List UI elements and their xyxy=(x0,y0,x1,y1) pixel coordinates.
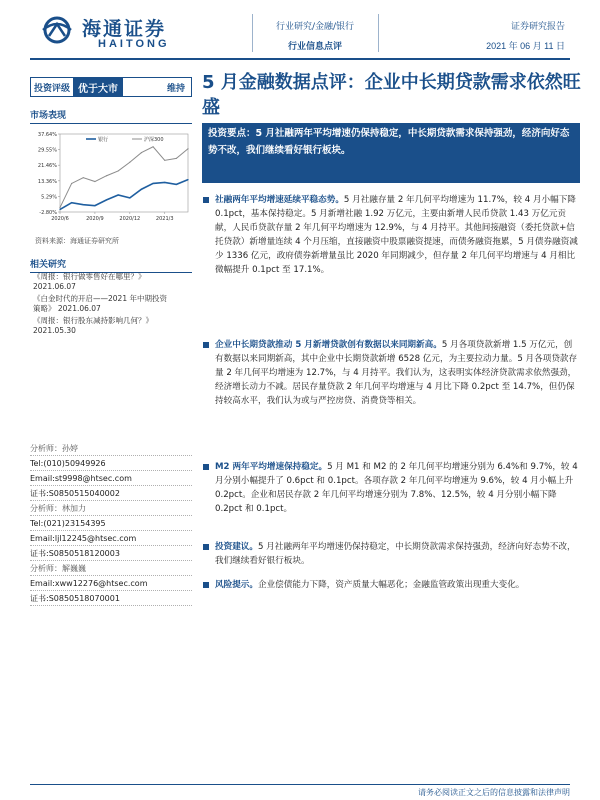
data-point xyxy=(71,183,72,184)
bullet-text: 5 月 M1 和 M2 的 2 年几何平均增速分别为 6.4%和 9.7%，较 4 月分别小幅提升了 0.6pct 和 0.1pct。各项存款 2 年几何平均增速为 9.6%，较 4 月小幅上升 0.2pct。企业和居民存款 2 年几何平均增速分别为 7.8%、12.5%，较 4 月分别小幅下降 0.2pct 和 0.1pct。 xyxy=(215,462,578,514)
y-tick-label: 37.64% xyxy=(37,132,57,138)
header-divider xyxy=(378,14,379,52)
report-label: 证券研究报告 xyxy=(510,22,565,32)
bullet-lead: M2 两年平均增速保持稳定。 xyxy=(215,462,328,472)
related-section-title: 相关研究 xyxy=(30,257,192,273)
bullet-loans xyxy=(203,338,578,408)
data-point xyxy=(152,183,153,184)
analyst-name: 分析师：解巍巍 xyxy=(30,563,192,576)
data-point xyxy=(176,184,177,185)
brand-name-en: HAITONG xyxy=(98,38,170,50)
bullet-text: 企业偿债能力下降，资产质量大幅恶化；金融监管政策出现重大变化。 xyxy=(257,580,525,590)
market-chart-svg xyxy=(30,128,192,228)
data-point xyxy=(94,205,95,206)
bullet-text: 5 月各项贷款新增 1.5 万亿元，创有数据以来同期新高，其中企业中长期贷款新增 6528 亿元，为主要拉动力量。5 月各项贷款存量 2 年几何平均增速为 12.7%，与 4 月持平。我们认为，这表明实体经济贷款需求依然强劲，经济增长动力不减。居民存量贷款 2 年几何平均增速与 4 月比下降 0.2pct 至 14.7%，但仍保持较高水平，我们认为或与严控房贷、消费贷等相关。 xyxy=(215,340,578,406)
analyst-cert: 证书:S0850518070001 xyxy=(30,593,192,606)
bullet-social-financing xyxy=(203,193,578,277)
brand-name-cn: 海通证券 xyxy=(82,18,167,40)
x-tick-label: 2020/12 xyxy=(119,216,141,222)
analyst-email[interactable]: Email:st9998@htsec.com xyxy=(30,473,192,486)
analyst-cert: 证书:S0850515040002 xyxy=(30,488,192,501)
data-point xyxy=(83,177,84,178)
data-point xyxy=(164,160,165,161)
y-tick-label: -2.80% xyxy=(39,210,57,216)
bullet-text: 5 月社融存量 2 年几何平均增速为 11.7%，较 4 月小幅下降 0.1pct，基本保持稳定。5 月新增社融 1.92 万亿元，主要由新增人民币贷款 1.43 万亿元贡献，人民币贷款存量 2 年几何平均增速为 12.9%，与 4 月持平。其他间接融资（委托贷款+信托贷款）新增量连续 4 个月压缩，直接融资中股票融资提速，而债务融资拖累，5 月债券融资减少 1336 亿元，政府债券新增量虽比 2020 年同期减少，但存量 2 年几何平均增速与 4 月相比微幅提升 0.1pct 至 17.1%。 xyxy=(215,195,578,275)
data-point xyxy=(141,189,142,190)
rating-label: 投资评级 xyxy=(34,83,71,94)
data-point xyxy=(83,204,84,205)
data-point xyxy=(176,158,177,159)
x-tick-label: 2021/3 xyxy=(155,216,174,222)
legend-label: 银行 xyxy=(98,137,109,143)
data-point xyxy=(94,181,95,182)
rating-tag: 维持 xyxy=(166,83,185,94)
report-date: 2021 年 06 月 11 日 xyxy=(486,41,565,51)
analyst-tel: Tel:(021)23154395 xyxy=(30,518,192,531)
analyst-email[interactable]: Email:xww12276@htsec.com xyxy=(30,578,192,591)
data-point xyxy=(118,170,119,171)
data-point xyxy=(118,194,119,195)
analyst-name: 分析师：林加力 xyxy=(30,503,192,516)
logo-icon xyxy=(40,16,74,44)
bullet-m2 xyxy=(203,460,578,516)
analyst-email[interactable]: Email:ljl12245@htsec.com xyxy=(30,533,192,546)
data-point xyxy=(129,162,130,163)
data-point xyxy=(129,197,130,198)
related-item[interactable]: 《周报：银行股东减持影响几何？》 xyxy=(33,316,153,325)
chart-source: 资料来源：海通证券研究所 xyxy=(35,237,119,245)
y-tick-label: 5.29% xyxy=(41,194,57,201)
data-point xyxy=(59,209,60,210)
data-point xyxy=(71,202,72,203)
bullet-icon xyxy=(203,544,209,550)
investment-rating xyxy=(30,77,192,97)
data-point xyxy=(141,152,142,153)
analyst-name: 分析师：孙婷 xyxy=(30,443,192,456)
data-point xyxy=(59,207,60,208)
related-item-date: 2021.05.30 xyxy=(33,326,76,335)
bullet-icon xyxy=(203,464,209,470)
report-title: 5 月金融数据点评：企业中长期贷款需求依然旺盛 xyxy=(202,72,581,118)
x-tick-label: 2020/9 xyxy=(86,216,104,222)
header-rule xyxy=(30,58,570,60)
header-divider xyxy=(252,14,253,52)
series-line-1 xyxy=(60,147,188,208)
rating-value: 优于大市 xyxy=(73,78,123,96)
investment-summary: 投资要点：5 月社融两年平均增速仍保持稳定，中长期贷款需求保持强劲，经济向好态势不改，我们继续看好银行板块。 xyxy=(202,123,580,183)
related-item[interactable]: 《周报：银行做零售好在哪里？》 xyxy=(33,272,146,281)
analyst-tel: Tel:(010)50949926 xyxy=(30,458,192,471)
bullet-icon xyxy=(203,582,209,588)
x-tick-label: 2020/6 xyxy=(51,216,69,222)
analyst-cert: 证书:S0850518120003 xyxy=(30,548,192,561)
related-item[interactable]: 《白金时代的开启——2021 年中期投资 xyxy=(33,294,167,303)
bullet-lead: 社融两年平均增速延续平稳态势。 xyxy=(215,195,344,205)
report-category: 行业研究/金融/银行 xyxy=(275,22,355,32)
footer-disclaimer[interactable]: 请务必阅读正文之后的信息披露和法律声明 xyxy=(418,788,570,797)
data-point xyxy=(164,182,165,183)
legend-label: 沪深300 xyxy=(144,137,164,143)
data-point xyxy=(187,148,188,149)
bullet-text: 5 月社融两年平均增速仍保持稳定，中长期贷款需求保持强劲，经济向好态势不改，我们继续看好银行板块。 xyxy=(215,542,576,566)
bullet-lead: 风险提示。 xyxy=(215,580,258,590)
data-point xyxy=(187,179,188,180)
series-line-0 xyxy=(60,180,188,210)
bullet-lead: 企业中长期贷款推动 5 月新增贷款创有数据以来同期新高。 xyxy=(215,340,442,350)
report-type: 行业信息点评 xyxy=(287,42,342,52)
bullet-lead: 投资建议。 xyxy=(215,542,258,552)
y-tick-label: 13.36% xyxy=(37,178,57,185)
related-item[interactable]: 策略》 2021.06.07 xyxy=(33,304,101,313)
chart-plot-frame xyxy=(60,134,188,212)
footer-rule xyxy=(30,784,570,785)
data-point xyxy=(106,199,107,200)
data-point xyxy=(106,175,107,176)
bullet-investment-advice xyxy=(203,540,578,568)
related-item-date: 2021.06.07 xyxy=(33,282,76,291)
market-section-title: 市场表现 xyxy=(30,108,192,124)
bullet-icon xyxy=(203,342,209,348)
data-point xyxy=(152,146,153,147)
bullet-icon xyxy=(203,197,209,203)
bullet-risk xyxy=(203,578,578,592)
market-chart xyxy=(30,128,192,228)
y-tick-label: 29.55% xyxy=(37,147,57,154)
y-tick-label: 21.46% xyxy=(37,163,57,170)
